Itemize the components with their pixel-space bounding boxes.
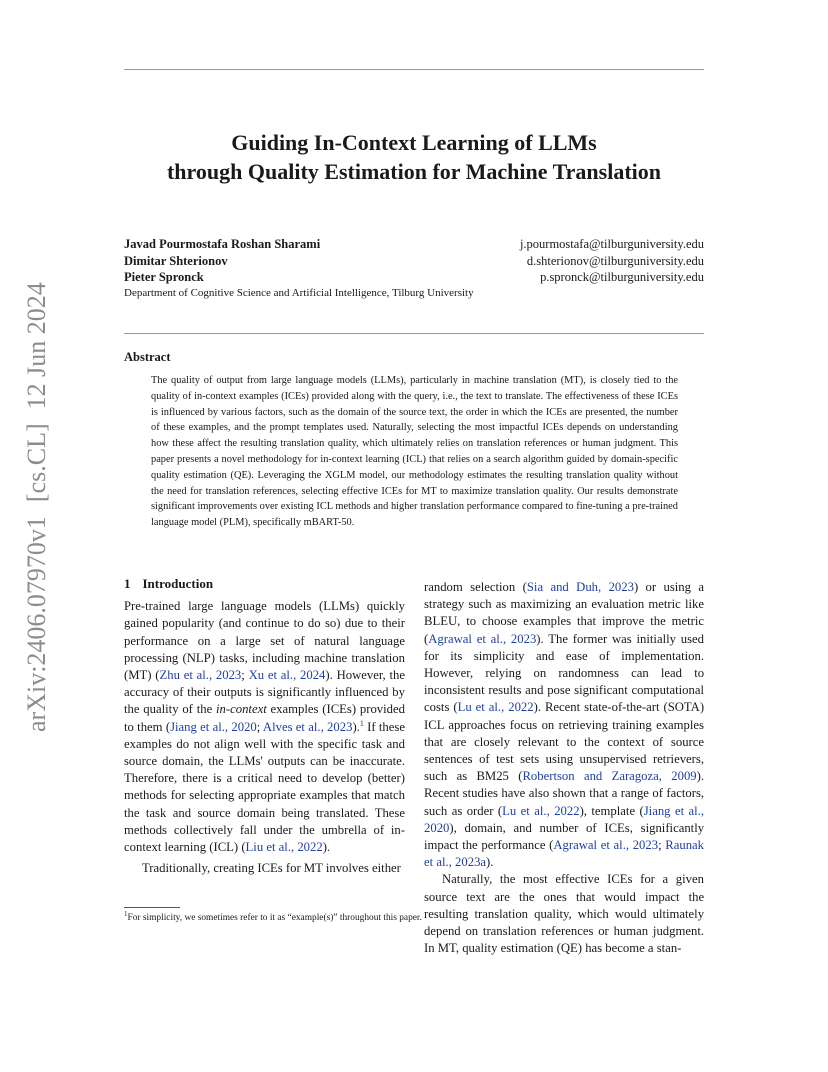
citation-link[interactable]: 2023a [455,855,487,870]
citation-link[interactable]: 2020 [424,820,450,835]
footnote-marker[interactable]: 1 [359,718,364,728]
citation-link[interactable]: 2023 [608,580,634,594]
intro-paragraph-2: random selection (Sia and Duh, 2023) or using a strategy such as maximizing an evaluation metric like BLEU, to choose examples that improve the metric (Agrawal et al., 2023). The former was initially used for its simplicity and ease of implementation. However, relying on randomness can lead to inconsistent results and pose significant computational costs (Lu et al., 2022). Recent state-of-the-art (SOTA) ICL approaches focus on retrieving training examples that are closely relevant to the context of source sentences of test sets using unsupervised retrievers, such as BM25 (Robertson and Zaragoza, 2009). Recent studies have also shown that a range of factors, such as order (Lu et al., 2022), template (Jiang et al., 2020), domain, and number of ICEs, significantly impact the performance (Agrawal et al., 2023; Raunak et al., 2023a). [424,580,705,870]
citation-link[interactable]: 2023 [510,631,537,646]
author-email[interactable]: j.pourmostafa@tilburguniversity.edu [519,237,704,251]
section-heading [124,575,405,592]
intro-paragraph-3: Naturally, the most effective ICEs for a given source text are the ones that would impact the resulting translation quality, which would ultimately depend on translation references or human judgment. In MT, quality estimation (QE) has become a stan- [424,872,705,956]
arxiv-date: 12 Jun 2024 [22,282,51,410]
author-block [124,236,704,301]
arxiv-category: [cs.CL] [22,423,51,503]
citation-link[interactable]: Lu [457,700,472,715]
citation-link[interactable]: and [583,769,603,784]
author-row [124,253,704,270]
citation-link[interactable]: al., [534,803,550,818]
citation-link[interactable] [601,580,608,594]
citation-link[interactable]: 2023 [632,838,659,853]
citation-link[interactable]: al., [488,700,505,715]
citation-link[interactable]: 2009 [671,769,697,784]
top-rule [124,69,704,70]
author-row [124,269,704,286]
citation-link[interactable]: et [674,803,685,818]
citation-link[interactable]: Robertson [522,769,575,784]
citation-link[interactable]: et [476,631,486,646]
abstract-text: The quality of output from large language models (LLMs), particularly in machine translation (MT), is closely tied to the quality of in-context examples (ICEs) provided along with the query, i.e., the text to translate. The effectiveness of these ICEs is influenced by various factors, such as the domain of the source text, the order in which the ICEs are presented, the number of these examples, and the prompt templates used. Naturally, selecting the most impactful ICEs depends on understanding how these affect the resulting translation quality, which ultimately relies on translation references or human judgment. This paper presents a novel methodology for in-context learning (ICL) that relies on a search algorithm guided by domain-specific quality estimation (QE). Leveraging the XGLM model, our methodology estimates the resulting translation quality without the need for translation references, selecting effective ICEs for MT to maximize translation quality. Our results demonstrate significant improvements over existing ICL methods and higher translation performance compared to fine-tuning a pre-trained language model (PLM), specifically mBART-50. [151,375,678,529]
footnote [124,909,422,924]
citation-link[interactable]: 2022 [508,700,534,715]
author-row [124,236,704,253]
author-name: Javad Pourmostafa Roshan Sharami [124,237,321,251]
citation-link[interactable]: et [424,855,434,870]
citation-link[interactable]: al., [436,855,452,870]
citation-link[interactable]: Liu et al., 2022 [245,840,323,855]
title-line-1: Guiding In-Context Learning of LLMs [231,130,597,155]
citation-link[interactable]: al., [490,631,507,646]
intro-paragraph-2: Traditionally, creating ICEs for MT involves either [142,861,401,876]
author-email[interactable]: p.spronck@tilburguniversity.edu [540,270,704,284]
citation-link[interactable]: Alves et al., 2023 [262,719,353,734]
citation-link[interactable]: Xu et al., 2024 [248,668,326,683]
footnote-rule [124,907,180,908]
citation-link[interactable]: and [550,580,569,594]
left-column [124,575,405,877]
footnote-mark: 1 [124,909,128,918]
abstract-heading: Abstract [124,350,171,364]
citation-link[interactable]: Zhu et al., 2023 [159,668,242,683]
affiliation: Department of Cognitive Science and Artificial Intelligence, Tilburg University [124,286,474,299]
citation-link[interactable]: Agrawal [553,838,598,853]
citation-link[interactable] [575,769,584,783]
citation-link[interactable]: al., [613,838,630,853]
author-email[interactable]: d.shterionov@tilburguniversity.edu [526,253,704,268]
citation-link[interactable]: Duh, [576,580,602,594]
paper-title [124,128,704,186]
citation-link[interactable]: Raunak [665,838,705,853]
arxiv-id: arXiv:2406.07970v1 [22,516,51,732]
citation-link[interactable]: Lu [502,803,517,818]
citation-link[interactable] [662,769,671,783]
citation-link[interactable]: et [475,700,485,715]
citation-link[interactable]: al., [688,803,705,818]
section-number: 1 [124,576,131,591]
citation-link[interactable] [602,769,611,783]
section-title: Introduction [142,576,214,591]
title-line-2: through Quality Estimation for Machine Translation [166,159,662,184]
citation-link[interactable]: Sia [526,580,544,594]
citation-link[interactable]: et [520,803,530,818]
author-name: Dimitar Shterionov [124,253,228,268]
footnote-text: For simplicity, we sometimes refer to it as “example(s)” throughout this paper. [127,913,422,923]
right-column [424,575,704,957]
citation-link[interactable]: et [600,838,610,853]
citation-link[interactable]: 2022 [554,803,580,818]
citation-link[interactable]: Agrawal [428,631,472,646]
intro-paragraph-1: Pre-trained large language models (LLMs) quickly gained popularity (and continue to do so) due to their performance on a large set of natural language processing (NLP) tasks, including machine translation (MT) (Zhu et al., 2023; Xu et al., 2024). However, the accuracy of their outputs is significantly influenced by the quality of the in-context examples (ICEs) provided to them (Jiang et al., 2020; Alves et al., 2023).$^1$ If these examples do not align well with the specific task and source domain, the LLMs' outputs can be inaccurate. Therefore, there is a critical need to develop (better) methods for selecting appropriate examples that match the task and source domain being translated. These methods collectively fall under the umbrella of in-context learning (ICL) (Liu et al., 2022). [124,599,405,855]
header-rule [124,333,704,334]
arxiv-stamp [20,282,54,732]
citation-link[interactable]: Zaragoza, [611,769,662,784]
citation-link[interactable]: Jiang [643,803,671,818]
author-name: Pieter Spronck [124,270,204,284]
citation-link[interactable]: Jiang et al., 2020 [170,719,257,734]
